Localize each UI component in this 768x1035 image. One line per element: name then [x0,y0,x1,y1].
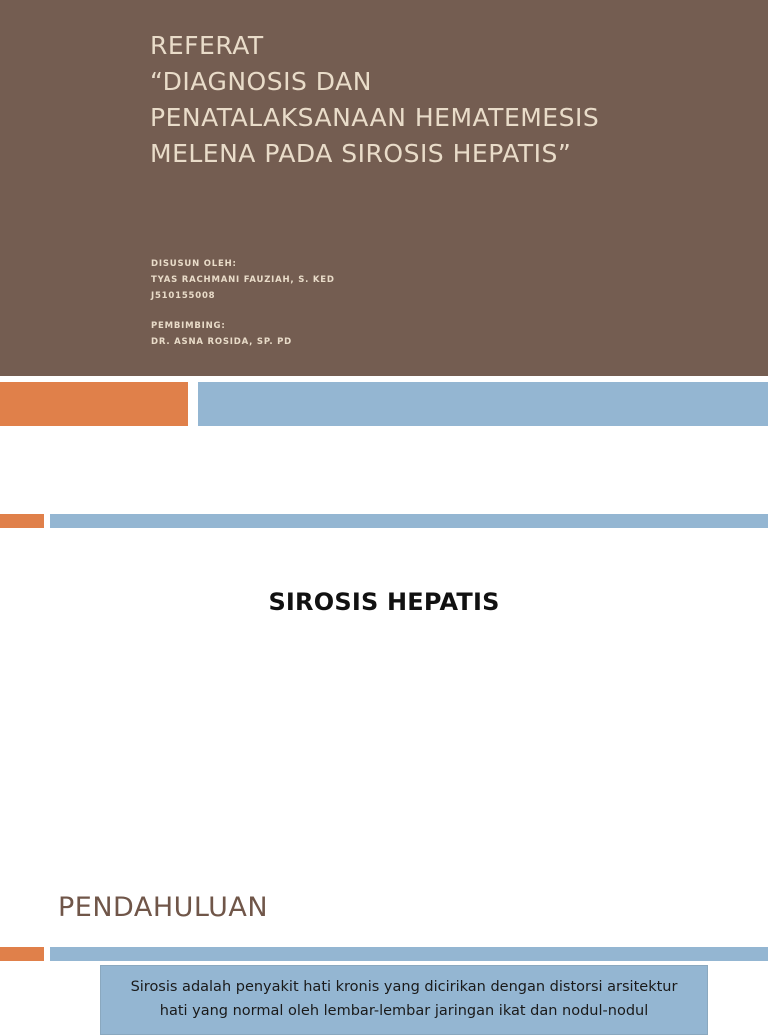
slide1-supervisor-block [151,318,671,350]
slide1-title-line: REFERAT [150,31,264,60]
slide1-title [150,28,750,172]
slide1-title-line: PENATALAKSANAAN HEMATEMESIS [150,103,600,132]
slide3-definition-box [100,965,708,1035]
slide3-blue-accent-bar [50,947,768,961]
author-label: DISUSUN OLEH: [151,259,237,269]
author-id: J510155008 [151,291,216,301]
slide3-heading: PENDAHULUAN [58,892,269,923]
slide1-blue-accent-bar [198,382,768,426]
definition-line: Sirosis adalah penyakit hati kronis yang dicirikan dengan distorsi arsitektur [130,979,678,995]
supervisor-label: PEMBIMBING: [151,321,226,331]
slide1-title-line: MELENA PADA SIROSIS HEPATIS” [150,139,572,168]
definition-line: hati yang normal oleh lembar-lembar jaringan ikat dan nodul-nodul [159,1003,649,1019]
author-name: TYAS RACHMANI FAUZIAH, S. KED [151,275,335,285]
slide1-title-line: “DIAGNOSIS DAN [150,67,372,96]
supervisor-name: DR. ASNA ROSIDA, SP. PD [151,337,292,347]
slide3-orange-accent-bar [0,947,44,961]
slide1-orange-accent-bar [0,382,188,426]
slide2-title: SIROSIS HEPATIS [268,588,500,616]
slide2-blue-accent-bar [50,514,768,528]
slide1-author-block [151,256,671,304]
slide1-title-panel [0,0,768,376]
slide2-orange-accent-bar [0,514,44,528]
